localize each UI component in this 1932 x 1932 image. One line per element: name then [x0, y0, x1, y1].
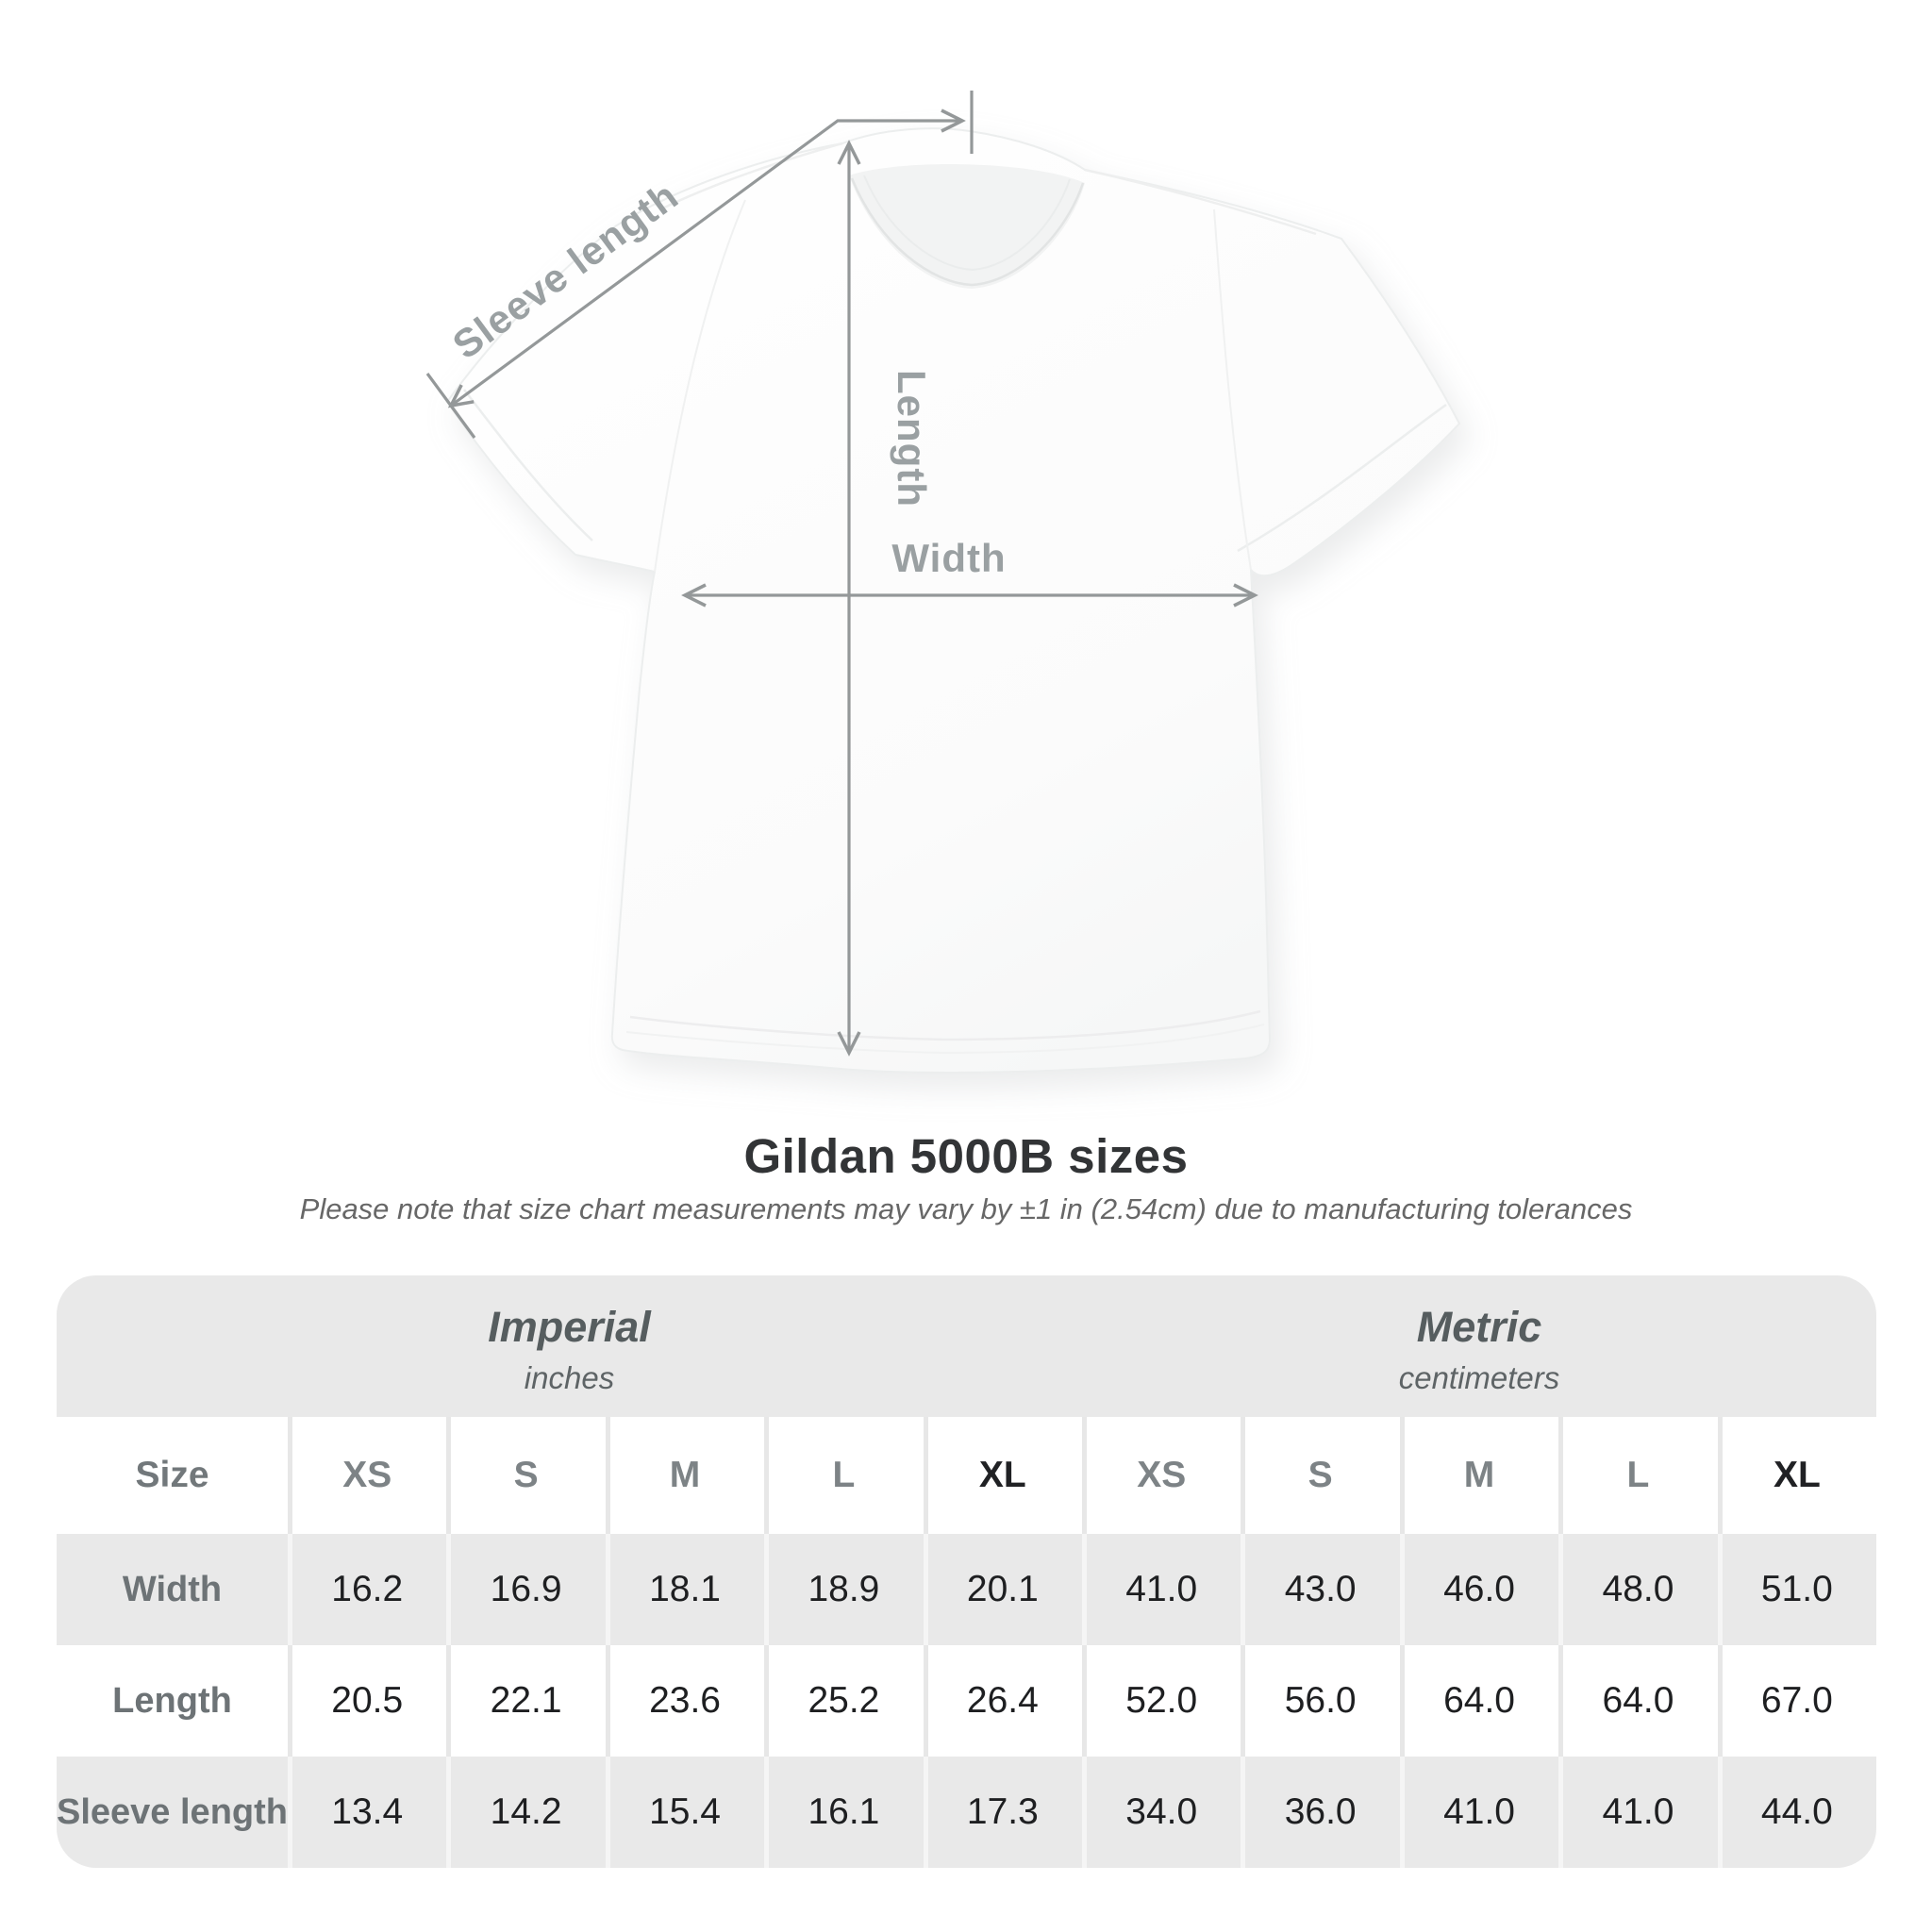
page-title: Gildan 5000B sizes [743, 1129, 1189, 1183]
col-header-imperial-l: L [764, 1417, 923, 1534]
length-metric-xl: 67.0 [1718, 1645, 1876, 1757]
length-imperial-m: 23.6 [606, 1645, 764, 1757]
col-header-metric-xs: XS [1082, 1417, 1241, 1534]
width-metric-xl: 51.0 [1718, 1534, 1876, 1645]
width-imperial-xl: 20.1 [924, 1534, 1082, 1645]
unit-header-band [57, 1275, 1876, 1417]
row-label: Sleeve length [57, 1791, 288, 1832]
imperial-title: Imperial [488, 1302, 651, 1351]
table-row-width [57, 1534, 1876, 1645]
sleeve-length-label: Sleeve length [444, 173, 687, 368]
width-metric-xs: 41.0 [1082, 1534, 1241, 1645]
width-metric-s: 43.0 [1241, 1534, 1399, 1645]
table-row-length [57, 1645, 1876, 1757]
row-label: Length [112, 1680, 232, 1721]
length-imperial-s: 22.1 [446, 1645, 605, 1757]
imperial-section-header [57, 1275, 1082, 1417]
col-header-imperial-s: S [446, 1417, 605, 1534]
col-header-imperial-xs: XS [288, 1417, 446, 1534]
length-metric-l: 64.0 [1558, 1645, 1717, 1757]
sleeve-metric-m: 41.0 [1400, 1757, 1558, 1868]
sleeve-imperial-xs: 13.4 [288, 1757, 446, 1868]
width-imperial-xs: 16.2 [288, 1534, 446, 1645]
table-row-sleeve-length [57, 1757, 1876, 1868]
col-header-metric-l: L [1558, 1417, 1717, 1534]
tolerance-note: Please note that size chart measurements may vary by ±1 in (2.54cm) due to manufacturing tolerances [299, 1192, 1633, 1225]
row-label: Width [122, 1569, 223, 1609]
sleeve-metric-xs: 34.0 [1082, 1757, 1241, 1868]
col-header-metric-xl: XL [1718, 1417, 1876, 1534]
sleeve-metric-s: 36.0 [1241, 1757, 1399, 1868]
width-imperial-s: 16.9 [446, 1534, 605, 1645]
sleeve-imperial-l: 16.1 [764, 1757, 923, 1868]
size-header-row [57, 1417, 1876, 1534]
width-imperial-m: 18.1 [606, 1534, 764, 1645]
length-metric-m: 64.0 [1400, 1645, 1558, 1757]
metric-unit: centimeters [1398, 1359, 1560, 1395]
width-metric-l: 48.0 [1558, 1534, 1717, 1645]
length-imperial-xs: 20.5 [288, 1645, 446, 1757]
width-label: Width [891, 536, 1007, 580]
sleeve-imperial-m: 15.4 [606, 1757, 764, 1868]
col-header-imperial-m: M [606, 1417, 764, 1534]
sleeve-imperial-s: 14.2 [446, 1757, 605, 1868]
metric-section-header [1082, 1275, 1876, 1417]
sleeve-metric-xl: 44.0 [1718, 1757, 1876, 1868]
length-metric-s: 56.0 [1241, 1645, 1399, 1757]
col-header-imperial-xl: XL [924, 1417, 1082, 1534]
imperial-unit: inches [524, 1359, 615, 1395]
width-imperial-l: 18.9 [764, 1534, 923, 1645]
sleeve-metric-l: 41.0 [1558, 1757, 1717, 1868]
length-label: Length [890, 370, 934, 508]
col-header-metric-m: M [1400, 1417, 1558, 1534]
width-metric-m: 46.0 [1400, 1534, 1558, 1645]
length-metric-xs: 52.0 [1082, 1645, 1241, 1757]
length-imperial-xl: 26.4 [924, 1645, 1082, 1757]
sleeve-imperial-xl: 17.3 [924, 1757, 1082, 1868]
col-header-metric-s: S [1241, 1417, 1399, 1534]
size-header-cell: Size [135, 1455, 209, 1495]
length-imperial-l: 25.2 [764, 1645, 923, 1757]
size-table [57, 1275, 1876, 1868]
metric-title: Metric [1416, 1302, 1542, 1351]
